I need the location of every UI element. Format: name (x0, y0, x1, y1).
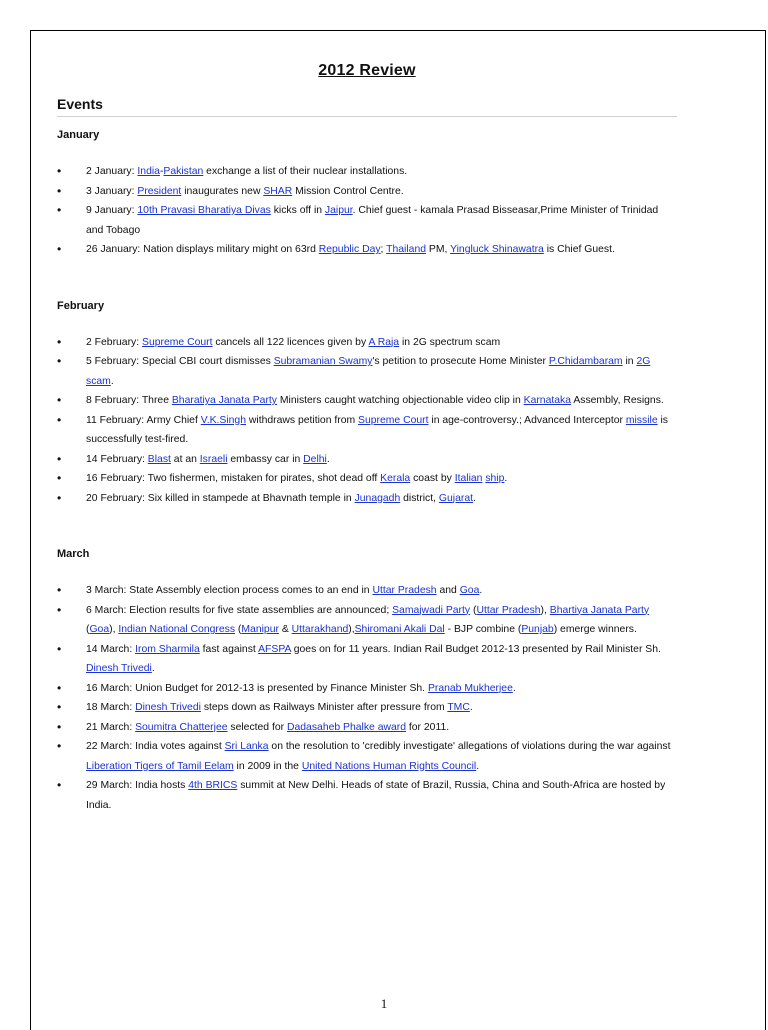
event-link[interactable]: Soumitra Chatterjee (135, 721, 228, 733)
event-link[interactable]: 10th Pravasi Bharatiya Divas (137, 205, 271, 216)
event-link[interactable]: Goa (89, 624, 110, 635)
event-item (57, 352, 677, 391)
event-link[interactable]: Irom Sharmila (135, 643, 200, 655)
event-text: for 2011. (406, 721, 450, 733)
event-text: inaugurates new (181, 185, 264, 197)
month-heading: March (57, 548, 90, 560)
event-text: steps down as Railways Minister after pressure from (200, 702, 448, 713)
event-text: ; (380, 244, 387, 255)
event-item (57, 411, 677, 450)
event-text: selected for (227, 721, 287, 733)
event-text: ) emerge winners. (553, 624, 637, 635)
event-link[interactable]: Pakistan (163, 166, 204, 177)
event-text: 's petition to prosecute Home Minister (372, 356, 549, 367)
event-link[interactable]: Shiromani Akali Dal (354, 624, 445, 635)
event-text: embassy car in (227, 453, 304, 465)
event-text: on the resolution to 'credibly investigate' allegations of violations during the war against (268, 741, 671, 752)
event-text: ( (235, 624, 242, 635)
month-section-march (57, 548, 677, 815)
event-text: 14 February: (86, 453, 148, 465)
event-item (57, 718, 677, 738)
event-link[interactable]: TMC (447, 702, 470, 713)
event-link[interactable]: Dinesh Trivedi (135, 702, 201, 713)
page-number: 1 (380, 996, 388, 1011)
event-item (57, 581, 677, 601)
event-link[interactable]: Supreme Court (142, 336, 213, 348)
event-item (57, 240, 677, 260)
event-link[interactable]: Blast (147, 453, 171, 465)
event-link[interactable]: Indian National Congress (118, 624, 236, 635)
event-text: & (278, 624, 292, 635)
event-text: 3 March: State Assembly election process comes to an end in (86, 585, 373, 596)
event-text: in (622, 356, 637, 367)
event-item (57, 679, 677, 699)
event-text: . (110, 375, 114, 387)
event-link[interactable]: Junagadh (354, 492, 401, 504)
event-text: cancels all 122 licences given by (212, 336, 369, 348)
event-text: is Chief Guest. (543, 244, 615, 255)
event-text: Assembly, Resigns. (571, 395, 664, 406)
event-link[interactable]: A Raja (368, 336, 400, 348)
event-link[interactable]: ship (485, 473, 505, 484)
event-text: 14 March: (86, 643, 136, 655)
event-text: ( (470, 604, 477, 616)
document-content (57, 62, 677, 815)
event-text: . (476, 760, 480, 772)
event-text: ( (86, 624, 90, 635)
event-link[interactable]: Jaipur (324, 205, 353, 216)
event-link[interactable]: Subramanian Swamy (273, 356, 373, 367)
event-item (57, 489, 677, 509)
event-text: . (151, 663, 155, 674)
event-text: 18 March: (86, 702, 136, 713)
event-link[interactable]: Israeli (199, 453, 228, 465)
event-text: 20 February: Six killed in stampede at Bhavnath temple in (86, 492, 355, 504)
event-text: in 2009 in the (233, 760, 302, 772)
event-list (57, 581, 677, 815)
event-item (57, 391, 677, 411)
event-link[interactable]: Uttar Pradesh (476, 604, 541, 616)
event-text: district, (400, 492, 439, 504)
event-text: 16 March: Union Budget for 2012-13 is presented by Finance Minister Sh. (86, 682, 428, 694)
event-link[interactable]: Republic Day (318, 244, 381, 255)
event-text: in age-controversy.; Advanced Interceptor (428, 414, 626, 426)
event-text: . (504, 473, 508, 484)
event-text: Ministers caught watching objectionable video clip in (277, 395, 524, 406)
event-item (57, 182, 677, 202)
event-link[interactable]: Uttar Pradesh (372, 585, 437, 596)
event-text: - (159, 166, 164, 177)
event-item (57, 698, 677, 718)
event-text: PM, (426, 244, 451, 255)
event-text: at an (170, 453, 200, 465)
event-text: Mission Control Centre. (292, 185, 404, 197)
event-link[interactable]: Dinesh Trivedi (86, 663, 152, 674)
event-text: exchange a list of their nuclear installations. (203, 166, 408, 177)
event-text: 9 January: (86, 205, 138, 216)
event-text: . (326, 453, 330, 465)
event-link[interactable]: Kerala (380, 473, 411, 484)
event-link[interactable]: Sri Lanka (224, 741, 269, 752)
document-title: 2012 Review (318, 62, 416, 79)
event-item (57, 776, 677, 815)
event-text: . (473, 492, 476, 504)
event-item (57, 601, 677, 640)
event-text: 6 March: Election results for five state assemblies are announced; (86, 604, 393, 616)
event-list (57, 162, 677, 260)
event-text: 16 February: Two fishermen, mistaken for pirates, shot dead off (86, 473, 381, 484)
month-heading: February (57, 299, 105, 312)
event-text: . (479, 585, 483, 596)
event-text: . (512, 682, 516, 694)
event-link[interactable]: Uttarakhand (291, 624, 349, 635)
event-link[interactable]: Karnataka (523, 395, 572, 406)
event-text: summit at New Delhi. Heads of state of Brazil, Russia, China and South-Africa are hosted by India. (86, 780, 666, 811)
event-item (57, 162, 677, 182)
event-link[interactable]: President (137, 185, 182, 197)
event-link[interactable]: 2G scam (86, 356, 651, 387)
event-link[interactable]: Samajwadi Party (392, 604, 471, 616)
event-link[interactable]: Dadasaheb Phalke award (287, 721, 406, 733)
event-text: in 2G spectrum scam (399, 336, 501, 348)
month-heading: January (57, 129, 100, 141)
month-section-january (57, 129, 677, 260)
event-text: 26 January: Nation displays military might on 63rd (86, 244, 319, 255)
event-link[interactable]: Goa (459, 585, 480, 596)
event-text: goes on for 11 years. Indian Rail Budget 2012-13 presented by Rail Minister Sh. (290, 643, 661, 655)
event-text: 11 February: Army Chief (86, 414, 201, 426)
event-text: and (436, 585, 460, 596)
event-link[interactable]: Punjab (521, 624, 554, 635)
event-link[interactable]: AFSPA (258, 643, 291, 655)
event-text: 2 February: (86, 336, 143, 348)
event-text: ), (348, 624, 355, 635)
event-text: ), (109, 624, 119, 635)
event-item (57, 737, 677, 776)
event-text: 29 March: India hosts (86, 780, 189, 791)
event-text: 2 January: (86, 166, 138, 177)
event-link[interactable]: Italian (454, 473, 483, 484)
event-item (57, 469, 677, 489)
event-link[interactable]: P.Chidambaram (548, 356, 623, 367)
month-section-february (57, 300, 677, 509)
event-item (57, 450, 677, 470)
event-text: 21 March: (86, 721, 136, 733)
event-link[interactable]: Bhartiya Janata Party (549, 604, 650, 616)
event-text: coast by (410, 473, 455, 484)
event-link[interactable]: Liberation Tigers of Tamil Eelam (86, 760, 234, 772)
event-link[interactable]: Delhi (303, 453, 327, 465)
event-text: fast against (199, 643, 259, 655)
event-text: . (469, 702, 473, 713)
event-text: is successfully test-fired. (86, 414, 669, 445)
event-link[interactable]: Supreme Court (358, 414, 429, 426)
event-item (57, 640, 677, 679)
event-text: 22 March: India votes against (86, 741, 225, 752)
event-link[interactable]: missile (625, 414, 658, 426)
event-link[interactable]: Gujarat (438, 492, 473, 504)
event-text: - BJP combine ( (444, 624, 522, 635)
event-link[interactable]: Bharatiya Janata Party (171, 395, 277, 406)
event-text: 5 February: Special CBI court dismisses (86, 356, 274, 367)
event-link[interactable]: Pranab Mukherjee (427, 682, 513, 694)
event-link[interactable]: India (137, 166, 160, 177)
event-item (57, 333, 677, 353)
event-text: kicks off in (270, 205, 325, 216)
event-text: 8 February: Three (86, 395, 172, 406)
events-heading: Events (57, 96, 677, 117)
event-item (57, 201, 677, 240)
event-link[interactable]: Thailand (386, 244, 426, 255)
event-link[interactable]: Yingluck Shinawatra (450, 244, 544, 255)
event-text: ), (540, 604, 550, 616)
event-link[interactable]: 4th BRICS (188, 780, 238, 791)
event-link[interactable]: SHAR (263, 185, 293, 197)
event-text: . Chief guest - kamala Prasad Bisseasar,Prime Minister of Trinidad and Tobago (86, 205, 659, 236)
event-text: 3 January: (86, 185, 138, 197)
event-link[interactable]: V.K.Singh (200, 414, 246, 426)
event-list (57, 333, 677, 509)
event-link[interactable]: United Nations Human Rights Council (301, 760, 477, 772)
event-link[interactable]: Manipur (241, 624, 279, 635)
event-text: withdraws petition from (246, 414, 359, 426)
